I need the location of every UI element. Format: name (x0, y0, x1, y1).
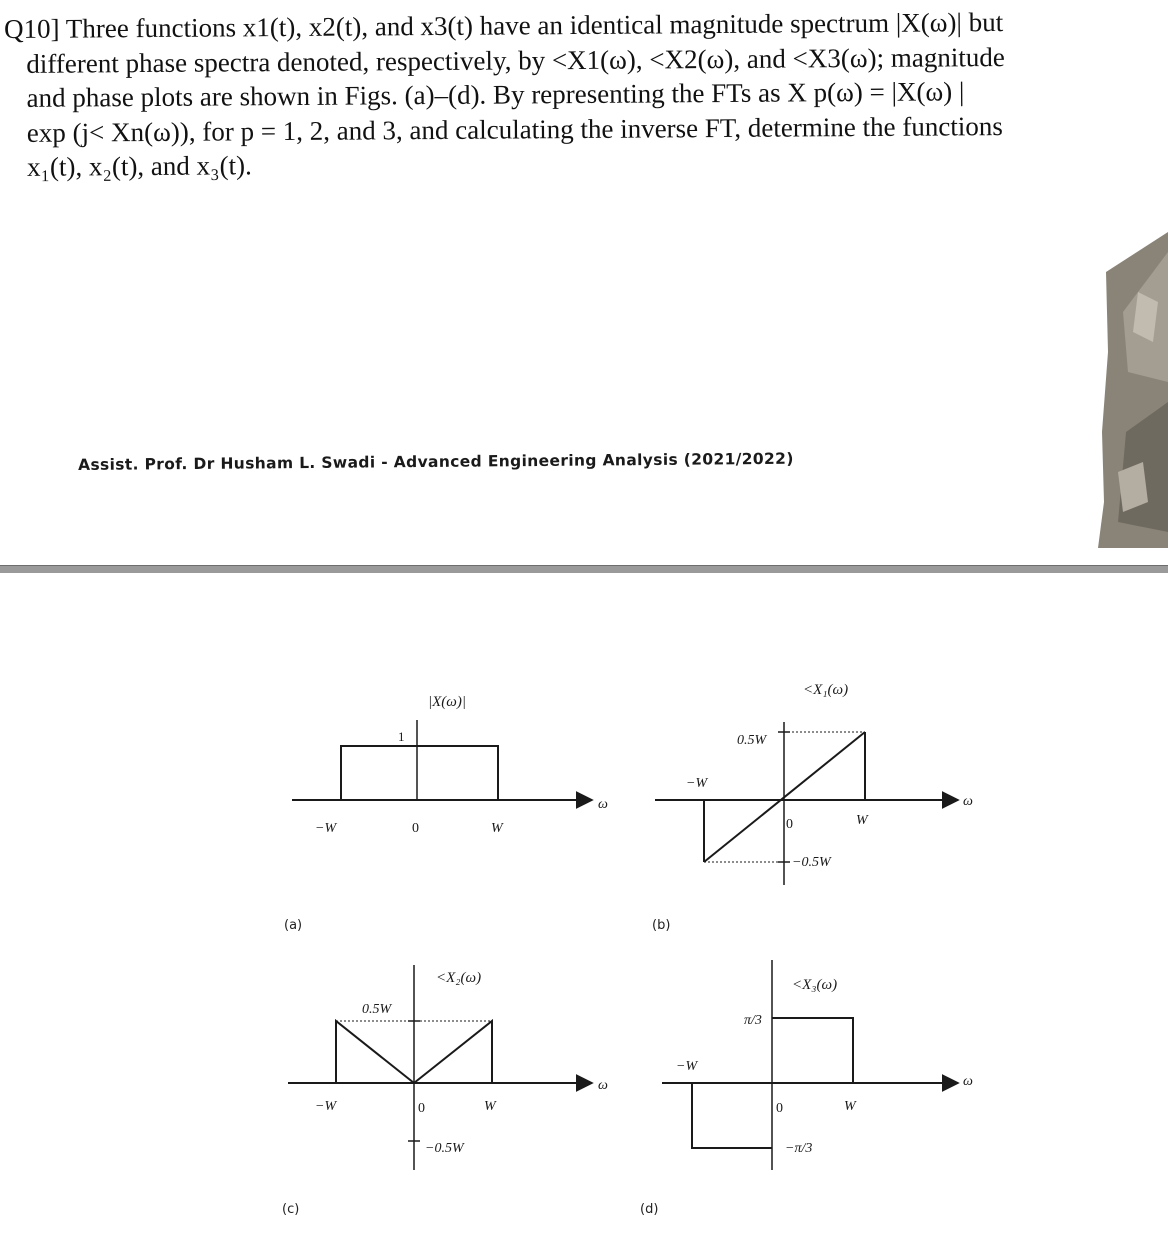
figure-d-level-bottom: −π/3 (785, 1141, 813, 1156)
figure-a-magnitude (292, 720, 592, 800)
figure-c-title: <X₂(ω) (436, 970, 482, 986)
figure-d-negative-step (692, 1083, 772, 1148)
figure-d-level-top: π/3 (744, 1013, 762, 1028)
figure-d-positive-step (772, 1018, 853, 1083)
figure-b-level-bottom: −0.5W (792, 855, 831, 870)
figure-c-left-section (336, 1021, 414, 1083)
question-line-1: Q10] Three functions x1(t), x2(t), and x3(t) have an identical magnitude spectrum |X(ω)| but (4, 7, 1004, 44)
figure-a-rect-pulse (341, 746, 498, 800)
figure-c-right-section (414, 1021, 492, 1083)
figure-a-tick-w: W (491, 821, 503, 836)
figure-b-title: <X₁(ω) (803, 682, 849, 698)
question-line-3: and phase plots are shown in Figs. (a)–(d). By representing the FTs as X p(ω) = |X(ω) | (26, 76, 965, 113)
figure-b-tick-neg-w: −W (686, 776, 708, 791)
figure-c-caption: (c) (282, 1202, 300, 1217)
question-line-5: x₁(t), x₂(t), and x₃(t). (26, 150, 252, 182)
figure-c-level-top: 0.5W (362, 1002, 392, 1017)
figure-c-tick-neg-w: −W (315, 1099, 337, 1114)
figure-c-axis-label: ω (598, 1078, 608, 1093)
figure-d-caption: (d) (640, 1202, 659, 1217)
figure-a-caption: (a) (284, 918, 303, 933)
figure-c-tick-w: W (484, 1099, 496, 1114)
figure-d-tick-w: W (844, 1099, 856, 1114)
figure-a-tick-zero: 0 (412, 821, 419, 836)
page-footer: Assist. Prof. Dr Husham L. Swadi - Advanced Engineering Analysis (2021/2022) (78, 449, 794, 474)
figure-b-tick-zero: 0 (786, 817, 793, 832)
figure-b-level-top: 0.5W (737, 733, 767, 748)
figure-c-phase (288, 965, 592, 1170)
figure-a-axis-label: ω (598, 797, 608, 812)
figure-d-title: <X₃(ω) (792, 977, 838, 993)
figure-d-tick-neg-w: −W (676, 1059, 698, 1074)
figure-b-caption: (b) (652, 918, 671, 933)
figure-c-level-bottom: −0.5W (425, 1141, 464, 1156)
figure-a-tick-neg-w: −W (315, 821, 337, 836)
question-line-2: different phase spectra denoted, respectively, by <X1(ω), <X2(ω), and <X3(ω); magnitude (26, 41, 1005, 79)
figure-d-axis-label: ω (963, 1074, 973, 1089)
figure-b-tick-w: W (856, 813, 868, 828)
figure-a-height-label: 1 (398, 729, 405, 744)
figure-a-title: |X(ω)| (428, 694, 466, 710)
figure-c-tick-zero: 0 (418, 1101, 425, 1116)
figure-d-tick-zero: 0 (776, 1101, 783, 1116)
question-line-4: exp (j< Xn(ω)), for p = 1, 2, and 3, and calculating the inverse FT, determine the functions (26, 110, 1003, 148)
figure-b-axis-label: ω (963, 794, 973, 809)
